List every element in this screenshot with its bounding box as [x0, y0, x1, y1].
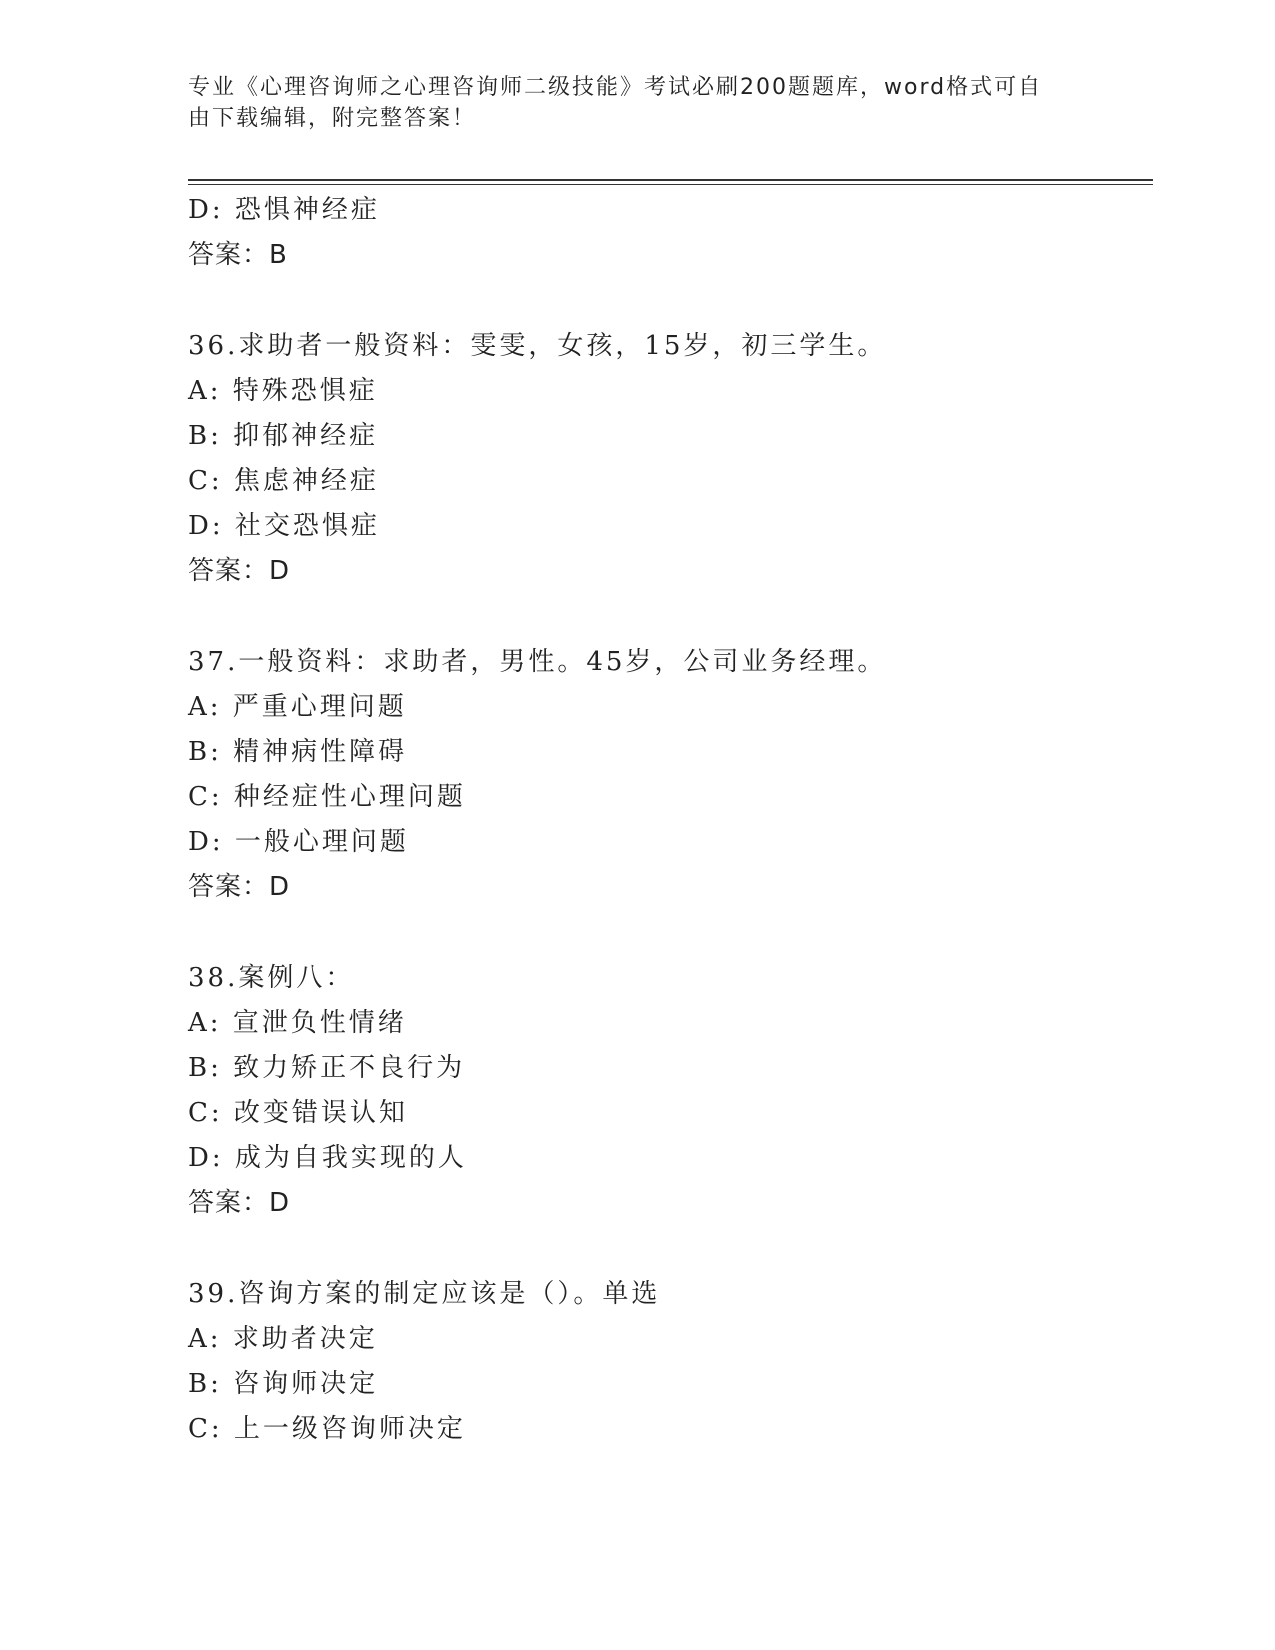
document-header [188, 72, 1068, 134]
option-a: A: 严重心理问题 [188, 692, 407, 722]
answer-line: 答案：D [188, 1188, 291, 1218]
option-d: D: 一般心理问题 [188, 827, 409, 857]
answer-line: 答案：D [188, 872, 291, 902]
question-37 [188, 640, 1148, 910]
question-39 [188, 1272, 1148, 1452]
option-a: A: 特殊恐惧症 [188, 376, 378, 406]
question-stem: 36.求助者一般资料：雯雯，女孩，15岁，初三学生。 [188, 331, 887, 361]
answer-line: 答案：B [188, 240, 288, 270]
carryover-block [188, 188, 1148, 278]
option-d: D: 社交恐惧症 [188, 511, 380, 541]
option-b: B: 抑郁神经症 [188, 421, 379, 451]
answer-line: 答案：D [188, 556, 291, 586]
option-c: C: 焦虑神经症 [188, 466, 379, 496]
header-line-2: 由下载编辑，附完整答案！ [188, 106, 477, 131]
option-b: B: 精神病性障碍 [188, 737, 408, 767]
option-a: A: 求助者决定 [188, 1324, 378, 1354]
question-stem: 39.咨询方案的制定应该是（）。单选 [188, 1279, 661, 1309]
option-b: B: 咨询师决定 [188, 1369, 379, 1399]
option-c: C: 上一级咨询师决定 [188, 1414, 466, 1444]
question-38 [188, 956, 1148, 1226]
option-b: B: 致力矫正不良行为 [188, 1053, 466, 1083]
question-stem: 37.一般资料：求助者，男性。45岁，公司业务经理。 [188, 647, 887, 677]
option-d: D: 成为自我实现的人 [188, 1143, 467, 1173]
question-36 [188, 324, 1148, 594]
option-a: A: 宣泄负性情绪 [188, 1008, 407, 1038]
option-d: D: 恐惧神经症 [188, 195, 380, 225]
question-list [188, 188, 1148, 1452]
header-line-1: 专业《心理咨询师之心理咨询师二级技能》考试必刷200题题库，word格式可自 [188, 75, 1043, 100]
header-divider [188, 179, 1153, 185]
option-c: C: 改变错误认知 [188, 1098, 408, 1128]
option-c: C: 种经症性心理问题 [188, 782, 466, 812]
question-stem: 38.案例八： [188, 963, 355, 993]
